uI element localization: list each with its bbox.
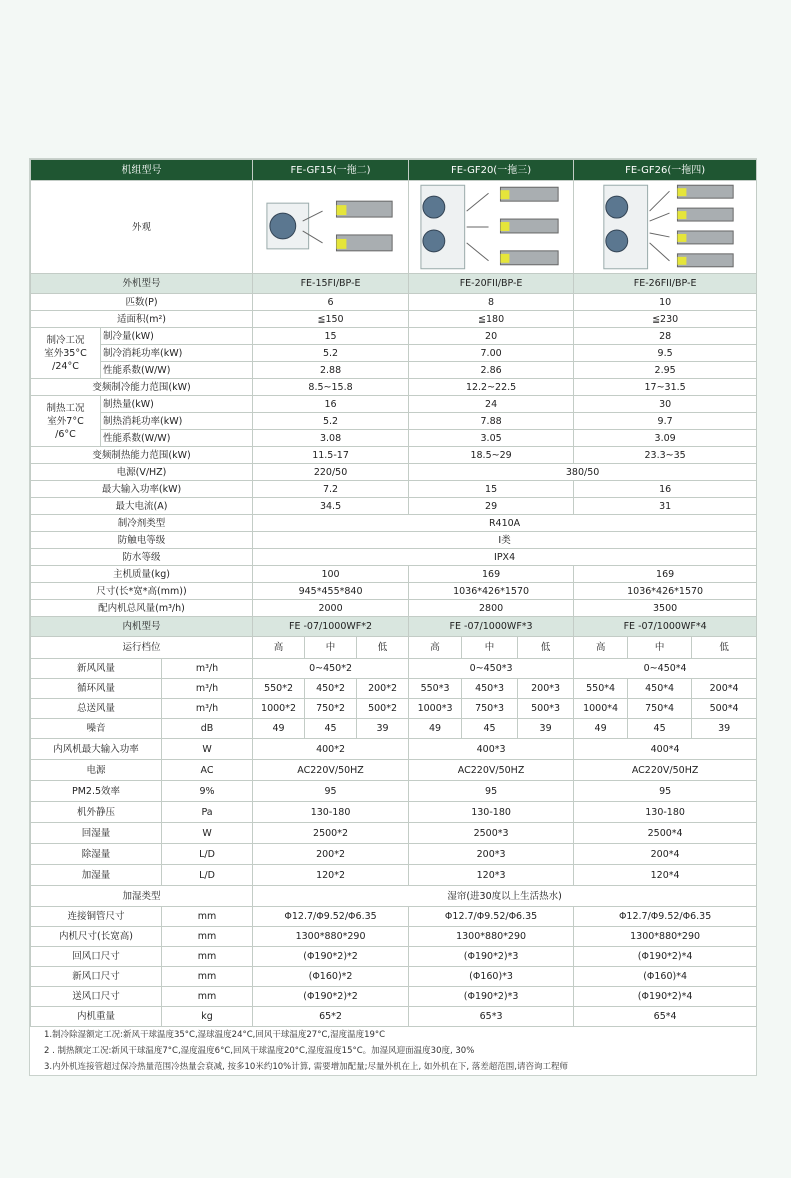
row-label: 制冷消耗功率(kW)	[101, 345, 253, 362]
speed-mid: 中	[305, 637, 357, 659]
row-label: 内机尺寸(长宽高)	[31, 927, 162, 947]
cell: 400*3	[409, 739, 574, 760]
cell: 39	[357, 719, 409, 739]
cell: 6	[253, 294, 409, 311]
spec-row	[31, 802, 757, 823]
spec-row	[31, 532, 757, 549]
cell: 750*2	[305, 699, 357, 719]
cell: R410A	[253, 515, 757, 532]
cell: 1036*426*1570	[409, 583, 574, 600]
cooling-group-label: 制冷工况 室外35°C /24°C	[31, 328, 101, 379]
cell: 1300*880*290	[253, 927, 409, 947]
unit-illustration-1x4	[574, 181, 756, 273]
cell: 2.86	[409, 362, 574, 379]
cell: 34.5	[253, 498, 409, 515]
speed-high: 高	[253, 637, 305, 659]
indoor-model-label: 内机型号	[31, 617, 253, 637]
cell: I类	[253, 532, 757, 549]
spec-row	[31, 760, 757, 781]
unit-cell: W	[162, 739, 253, 760]
spec-row	[31, 844, 757, 865]
row-label: 变频制冷能力范围(kW)	[31, 379, 253, 396]
cell: ≦150	[253, 311, 409, 328]
spec-row	[31, 328, 757, 345]
cell: 450*4	[628, 679, 692, 699]
unit-cell: mm	[162, 947, 253, 967]
heating-group-label: 制热工况 室外7°C /6°C	[31, 396, 101, 447]
unit-illustration-1x3	[409, 181, 573, 273]
spec-row	[31, 447, 757, 464]
speed-low: 低	[518, 637, 574, 659]
cell: 17~31.5	[574, 379, 757, 396]
outdoor-model-label: 外机型号	[31, 274, 253, 294]
cell: 0~450*3	[409, 659, 574, 679]
row-label: 变频制热能力范围(kW)	[31, 447, 253, 464]
model-gf20: FE-GF20(一拖三)	[409, 160, 574, 181]
cell: 3.08	[253, 430, 409, 447]
row-label: 制热消耗功率(kW)	[101, 413, 253, 430]
footnote-3: 3.内外机连接管超过保冷热量范围冷热量会衰减, 按多10米约10%计算, 需要增加配量;尽量外机在上, 如外机在下, 落差超范围,请咨询工程师	[44, 1062, 569, 1072]
speed-low: 低	[692, 637, 757, 659]
footnote-1: 1.制冷除湿额定工况:新风干球温度35°C,湿球温度24°C,回风干球温度27°C,湿度温度19°C	[44, 1030, 386, 1040]
cell: 200*4	[574, 844, 757, 865]
unit-image-gf20	[409, 181, 573, 273]
cell: 24	[409, 396, 574, 413]
row-label: 尺寸(长*宽*高(mm))	[31, 583, 253, 600]
spec-row	[31, 345, 757, 362]
unit-cell: mm	[162, 967, 253, 987]
unit-cell: m³/h	[162, 679, 253, 699]
spec-row	[31, 699, 757, 719]
spec-row	[31, 566, 757, 583]
row-label: 总送风量	[31, 699, 162, 719]
cell: 9.5	[574, 345, 757, 362]
spec-row	[31, 515, 757, 532]
cell: (Φ190*2)*2	[253, 947, 409, 967]
spec-row	[31, 311, 757, 328]
row-label: 内风机最大输入功率	[31, 739, 162, 760]
row-label: 连接铜管尺寸	[31, 907, 162, 927]
row-label: 匹数(P)	[31, 294, 253, 311]
model-gf15: FE-GF15(一拖二)	[253, 160, 409, 181]
outdoor-model-cell: FE-26FII/BP-E	[574, 274, 757, 294]
cell: 200*4	[692, 679, 757, 699]
cell: 750*3	[462, 699, 518, 719]
unit-cell: L/D	[162, 865, 253, 886]
cell: 550*2	[253, 679, 305, 699]
unit-cell: AC	[162, 760, 253, 781]
cell: 49	[409, 719, 462, 739]
cell: 2500*4	[574, 823, 757, 844]
cell: 400*4	[574, 739, 757, 760]
row-label: 加湿类型	[31, 886, 253, 907]
outdoor-model-cell: FE-20FII/BP-E	[409, 274, 574, 294]
cell: 1300*880*290	[574, 927, 757, 947]
cell: 500*3	[518, 699, 574, 719]
unit-image-gf26	[574, 181, 756, 273]
row-label: 制冷剂类型	[31, 515, 253, 532]
cell: 220/50	[253, 464, 409, 481]
spec-row	[31, 987, 757, 1007]
cell: 10	[574, 294, 757, 311]
appearance-gf26	[574, 181, 757, 274]
cell: 9.7	[574, 413, 757, 430]
cell: 湿帘(进30度以上生活热水)	[253, 886, 757, 907]
cell: 95	[409, 781, 574, 802]
spec-row	[31, 1007, 757, 1027]
spec-row	[31, 907, 757, 927]
cell: 39	[518, 719, 574, 739]
cell: 45	[628, 719, 692, 739]
spec-sheet	[29, 158, 757, 1076]
cell: 5.2	[253, 345, 409, 362]
unit-cell: 9%	[162, 781, 253, 802]
cell: (Φ190*2)*3	[409, 947, 574, 967]
row-label: 机外静压	[31, 802, 162, 823]
spec-row	[31, 600, 757, 617]
row-label: 回风口尺寸	[31, 947, 162, 967]
speed-mid: 中	[462, 637, 518, 659]
cell: 45	[462, 719, 518, 739]
cell: 39	[692, 719, 757, 739]
cell: 45	[305, 719, 357, 739]
cell: ≦180	[409, 311, 574, 328]
indoor-model-row	[31, 617, 757, 637]
row-label: 送风口尺寸	[31, 987, 162, 1007]
row-label: 防水等级	[31, 549, 253, 566]
row-label: 循环风量	[31, 679, 162, 699]
cell: (Φ160)*2	[253, 967, 409, 987]
cell: 550*4	[574, 679, 628, 699]
row-label: 性能系数(W/W)	[101, 430, 253, 447]
spec-row	[31, 781, 757, 802]
cell: 945*455*840	[253, 583, 409, 600]
cell: 120*4	[574, 865, 757, 886]
cell: 169	[574, 566, 757, 583]
cell: 12.2~22.5	[409, 379, 574, 396]
cell: Φ12.7/Φ9.52/Φ6.35	[574, 907, 757, 927]
row-label: 噪音	[31, 719, 162, 739]
speed-row	[31, 637, 757, 659]
cell: 16	[253, 396, 409, 413]
spec-row	[31, 549, 757, 566]
row-label: 防触电等级	[31, 532, 253, 549]
cell: 65*4	[574, 1007, 757, 1027]
unit-cell: mm	[162, 987, 253, 1007]
cell: 2500*3	[409, 823, 574, 844]
unit-cell: mm	[162, 927, 253, 947]
row-label: 最大电流(A)	[31, 498, 253, 515]
indoor-model-cell: FE -07/1000WF*3	[409, 617, 574, 637]
cell: 0~450*4	[574, 659, 757, 679]
spec-row	[31, 294, 757, 311]
cell: 120*3	[409, 865, 574, 886]
row-label: 新风口尺寸	[31, 967, 162, 987]
spec-row	[31, 927, 757, 947]
cell: 31	[574, 498, 757, 515]
cell: 450*2	[305, 679, 357, 699]
unit-cell: L/D	[162, 844, 253, 865]
unit-illustration-1x2	[253, 181, 408, 273]
cell: 95	[574, 781, 757, 802]
unit-cell: mm	[162, 907, 253, 927]
row-label: 运行档位	[31, 637, 253, 659]
spec-row	[31, 739, 757, 760]
cell: 130-180	[409, 802, 574, 823]
spec-table	[30, 159, 757, 1027]
cell: 380/50	[409, 464, 757, 481]
cell: 1000*2	[253, 699, 305, 719]
appearance-label: 外观	[31, 181, 253, 274]
row-label: 主机质量(kg)	[31, 566, 253, 583]
row-label: 制冷量(kW)	[101, 328, 253, 345]
cell: 18.5~29	[409, 447, 574, 464]
cell: 500*4	[692, 699, 757, 719]
cell: (Φ190*2)*4	[574, 987, 757, 1007]
cell: AC220V/50HZ	[409, 760, 574, 781]
spec-row	[31, 413, 757, 430]
cell: 15	[409, 481, 574, 498]
cell: (Φ160)*4	[574, 967, 757, 987]
cell: 65*2	[253, 1007, 409, 1027]
speed-high: 高	[574, 637, 628, 659]
spec-row	[31, 823, 757, 844]
row-label: PM2.5效率	[31, 781, 162, 802]
cell: 23.3~35	[574, 447, 757, 464]
outdoor-model-cell: FE-15FI/BP-E	[253, 274, 409, 294]
speed-high: 高	[409, 637, 462, 659]
spec-row	[31, 481, 757, 498]
spec-row	[31, 967, 757, 987]
cell: 3.09	[574, 430, 757, 447]
unit-cell: W	[162, 823, 253, 844]
row-label: 除湿量	[31, 844, 162, 865]
cell: (Φ190*2)*2	[253, 987, 409, 1007]
spec-row	[31, 583, 757, 600]
cell: 200*2	[253, 844, 409, 865]
spec-row	[31, 679, 757, 699]
spec-row	[31, 947, 757, 967]
row-label: 性能系数(W/W)	[101, 362, 253, 379]
row-label: 内机重量	[31, 1007, 162, 1027]
cell: ≦230	[574, 311, 757, 328]
footnotes	[44, 1027, 744, 1075]
unit-cell: dB	[162, 719, 253, 739]
row-label: 回湿量	[31, 823, 162, 844]
cell: 200*2	[357, 679, 409, 699]
indoor-model-cell: FE -07/1000WF*4	[574, 617, 757, 637]
cell: 16	[574, 481, 757, 498]
spec-row	[31, 719, 757, 739]
cell: 500*2	[357, 699, 409, 719]
row-label: 新风风量	[31, 659, 162, 679]
cell: 1036*426*1570	[574, 583, 757, 600]
outdoor-model-row	[31, 274, 757, 294]
cell: 1000*3	[409, 699, 462, 719]
header-label: 机组型号	[31, 160, 253, 181]
cell: IPX4	[253, 549, 757, 566]
row-label: 配内机总风量(m³/h)	[31, 600, 253, 617]
spec-row	[31, 430, 757, 447]
unit-image-gf15	[253, 181, 408, 273]
cell: 7.2	[253, 481, 409, 498]
cell: 3500	[574, 600, 757, 617]
cell: 100	[253, 566, 409, 583]
cell: (Φ190*2)*4	[574, 947, 757, 967]
row-label: 制热量(kW)	[101, 396, 253, 413]
cell: 2800	[409, 600, 574, 617]
row-label: 适面积(m²)	[31, 311, 253, 328]
unit-cell: kg	[162, 1007, 253, 1027]
appearance-gf20	[409, 181, 574, 274]
cell: 8	[409, 294, 574, 311]
cell: 29	[409, 498, 574, 515]
cell: 15	[253, 328, 409, 345]
cell: 0~450*2	[253, 659, 409, 679]
cell: 1000*4	[574, 699, 628, 719]
cell: 8.5~15.8	[253, 379, 409, 396]
cell: 1300*880*290	[409, 927, 574, 947]
cell: (Φ190*2)*3	[409, 987, 574, 1007]
cell: 200*3	[518, 679, 574, 699]
cell: 20	[409, 328, 574, 345]
spec-row	[31, 362, 757, 379]
cell: 2.88	[253, 362, 409, 379]
cell: 65*3	[409, 1007, 574, 1027]
cell: 750*4	[628, 699, 692, 719]
row-label: 电源	[31, 760, 162, 781]
spec-row	[31, 865, 757, 886]
cell: Φ12.7/Φ9.52/Φ6.35	[409, 907, 574, 927]
spec-row	[31, 659, 757, 679]
spec-row	[31, 464, 757, 481]
cell: AC220V/50HZ	[574, 760, 757, 781]
cell: 400*2	[253, 739, 409, 760]
cell: 49	[253, 719, 305, 739]
cell: 30	[574, 396, 757, 413]
unit-cell: m³/h	[162, 659, 253, 679]
cell: Φ12.7/Φ9.52/Φ6.35	[253, 907, 409, 927]
speed-mid: 中	[628, 637, 692, 659]
row-label: 加湿量	[31, 865, 162, 886]
cell: 130-180	[574, 802, 757, 823]
appearance-row	[31, 181, 757, 274]
cell: 169	[409, 566, 574, 583]
cell: 2.95	[574, 362, 757, 379]
cell: 11.5-17	[253, 447, 409, 464]
spec-row	[31, 379, 757, 396]
spec-row	[31, 886, 757, 907]
spec-row	[31, 396, 757, 413]
header-row	[31, 160, 757, 181]
row-label: 电源(V/HZ)	[31, 464, 253, 481]
cell: 130-180	[253, 802, 409, 823]
cell: AC220V/50HZ	[253, 760, 409, 781]
footnote-2: 2 . 制热额定工况:新风干球温度7°C,湿度温度6°C,回风干球温度20°C,湿度温度15°C。加湿风迎面温度30度, 30%	[44, 1046, 475, 1056]
cell: 120*2	[253, 865, 409, 886]
cell: 450*3	[462, 679, 518, 699]
cell: (Φ160)*3	[409, 967, 574, 987]
cell: 49	[574, 719, 628, 739]
cell: 7.88	[409, 413, 574, 430]
unit-cell: m³/h	[162, 699, 253, 719]
cell: 2000	[253, 600, 409, 617]
cell: 3.05	[409, 430, 574, 447]
cell: 28	[574, 328, 757, 345]
appearance-gf15	[253, 181, 409, 274]
cell: 7.00	[409, 345, 574, 362]
unit-cell: Pa	[162, 802, 253, 823]
spec-row	[31, 498, 757, 515]
model-gf26: FE-GF26(一拖四)	[574, 160, 757, 181]
cell: 200*3	[409, 844, 574, 865]
cell: 550*3	[409, 679, 462, 699]
indoor-model-cell: FE -07/1000WF*2	[253, 617, 409, 637]
cell: 2500*2	[253, 823, 409, 844]
cell: 5.2	[253, 413, 409, 430]
row-label: 最大输入功率(kW)	[31, 481, 253, 498]
speed-low: 低	[357, 637, 409, 659]
cell: 95	[253, 781, 409, 802]
